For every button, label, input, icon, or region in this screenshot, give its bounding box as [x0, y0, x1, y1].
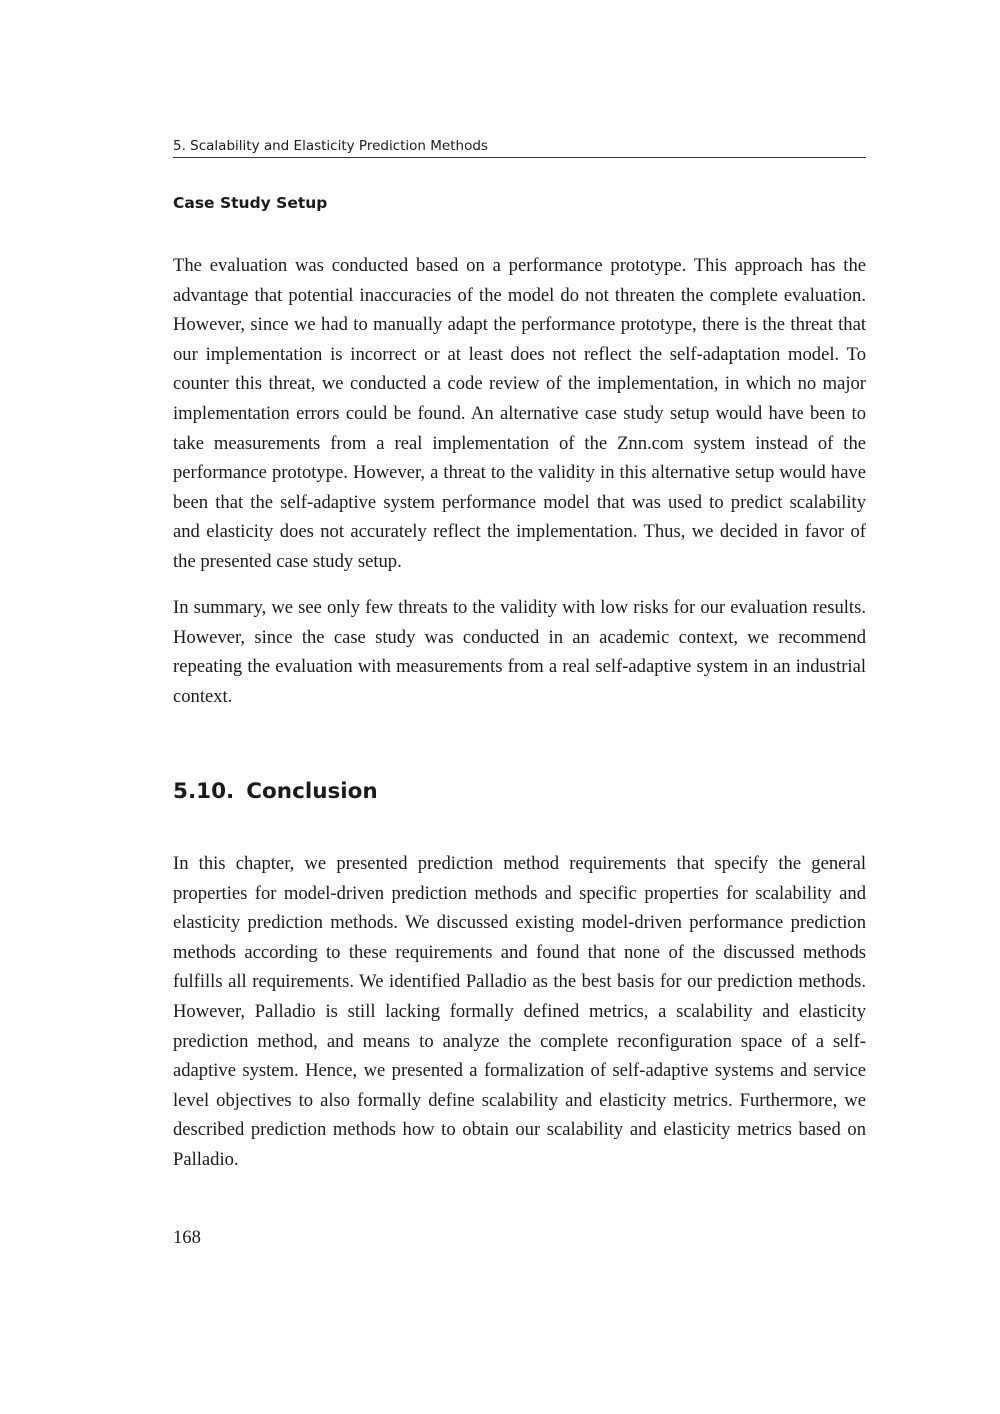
- running-header: 5. Scalability and Elasticity Prediction Methods: [173, 137, 866, 158]
- subsection-title: Case Study Setup: [173, 194, 328, 212]
- paragraph-case-study-setup: The evaluation was conducted based on a performance prototype. This approach has the advantage that potential inaccuracies of the model do not threaten the complete evaluation. However, since we had to manually adapt the performance prototype, there is the threat that our implementation is incorrect or at least does not reflect the self-adaptation model. To counter this threat, we conducted a code review of the implementation, in which no major implementation errors could be found. An alternative case study setup would have been to take measurements from a real implementation of the Znn.com system instead of the performance prototype. However, a threat to the validity in this alternative setup would have been that the self-adaptive system performance model that was used to predict scalability and elasticity does not accurately reflect the implementation. Thus, we decided in favor of the presented case study setup.: [173, 255, 866, 572]
- section-heading: [173, 778, 378, 806]
- section-number: 5.10.: [173, 779, 235, 804]
- paragraph-conclusion: In this chapter, we presented prediction method requirements that specify the general properties for model-driven prediction methods and specific properties for scalability and elasticity prediction methods. We discussed existing model-driven performance prediction methods according to these requirements and found that none of the discussed methods fulfills all requirements. We identified Palladio as the best basis for our prediction methods. However, Palladio is still lacking formally defined metrics, a scalability and elasticity prediction method, and means to analyze the complete reconfiguration space of a self-adaptive system. Hence, we presented a formalization of self-adaptive systems and service level objectives to also formally define scalability and elasticity metrics. Furthermore, we described prediction methods how to obtain our scalability and elasticity metrics based on Palladio.: [173, 853, 866, 1170]
- section-title: Conclusion: [246, 779, 378, 804]
- paragraph-summary: In summary, we see only few threats to the validity with low risks for our evaluation results. However, since the case study was conducted in an academic context, we recommend repeating the evaluation with measurements from a real self-adaptive system in an industrial context.: [173, 597, 866, 707]
- page-number: 168: [173, 1227, 201, 1248]
